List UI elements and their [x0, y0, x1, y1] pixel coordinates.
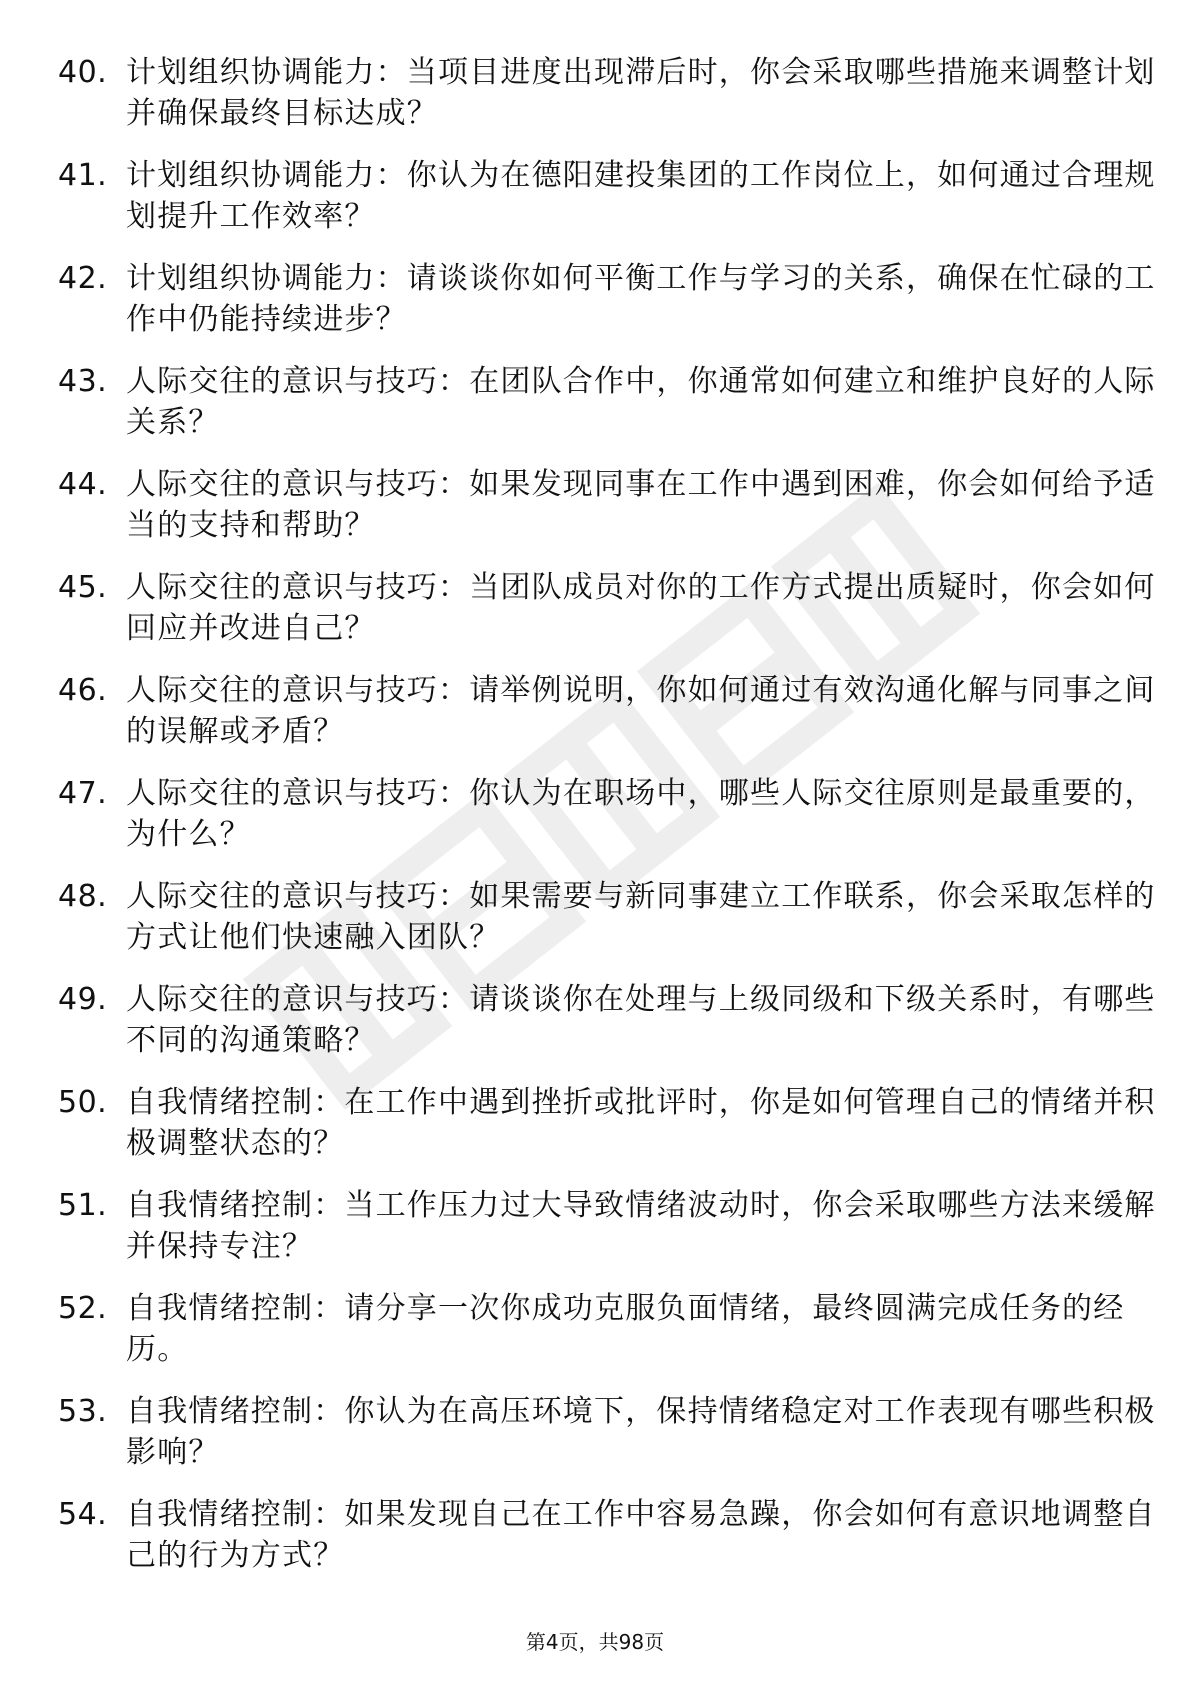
list-item	[58, 1494, 1156, 1597]
question-number: 41.	[58, 158, 108, 193]
question-number: 49.	[58, 982, 108, 1017]
question-text: 人际交往的意识与技巧：在团队合作中，你通常如何建立和维护良好的人际关系？	[126, 364, 1156, 440]
list-item	[58, 670, 1156, 773]
list-item	[58, 52, 1156, 155]
page-footer: 第4页，共98页	[525, 1630, 665, 1654]
question-number: 54.	[58, 1497, 108, 1532]
question-text: 计划组织协调能力：当项目进度出现滞后时，你会采取哪些措施来调整计划并确保最终目标达成？	[126, 55, 1156, 131]
question-number: 50.	[58, 1085, 108, 1120]
question-text: 人际交往的意识与技巧：请举例说明，你如何通过有效沟通化解与同事之间的误解或矛盾？	[126, 673, 1156, 749]
question-text: 人际交往的意识与技巧：如果发现同事在工作中遇到困难，你会如何给予适当的支持和帮助？	[126, 467, 1156, 543]
question-text: 自我情绪控制：如果发现自己在工作中容易急躁，你会如何有意识地调整自己的行为方式？	[126, 1497, 1156, 1573]
list-item	[58, 258, 1156, 361]
list-item	[58, 361, 1156, 464]
question-list	[58, 52, 1156, 1597]
question-text: 人际交往的意识与技巧：请谈谈你在处理与上级同级和下级关系时，有哪些不同的沟通策略？	[126, 982, 1156, 1058]
question-number: 45.	[58, 570, 108, 605]
question-text: 自我情绪控制：当工作压力过大导致情绪波动时，你会采取哪些方法来缓解并保持专注？	[126, 1188, 1156, 1264]
question-text: 人际交往的意识与技巧：你认为在职场中，哪些人际交往原则是最重要的，为什么？	[126, 776, 1156, 852]
question-text: 人际交往的意识与技巧：当团队成员对你的工作方式提出质疑时，你会如何回应并改进自己？	[126, 570, 1156, 646]
list-item	[58, 567, 1156, 670]
question-number: 52.	[58, 1291, 108, 1326]
list-item	[58, 979, 1156, 1082]
list-item	[58, 1288, 1138, 1391]
list-item	[58, 876, 1156, 979]
question-number: 48.	[58, 879, 108, 914]
question-number: 47.	[58, 776, 108, 811]
question-number: 51.	[58, 1188, 108, 1223]
list-item	[58, 464, 1156, 567]
list-item	[58, 1391, 1156, 1494]
list-item	[58, 1082, 1156, 1185]
list-item	[58, 155, 1156, 258]
question-number: 40.	[58, 55, 108, 90]
question-text: 计划组织协调能力：请谈谈你如何平衡工作与学习的关系，确保在忙碌的工作中仍能持续进步？	[126, 261, 1156, 337]
question-number: 53.	[58, 1394, 108, 1429]
question-text: 计划组织协调能力：你认为在德阳建投集团的工作岗位上，如何通过合理规划提升工作效率？	[126, 158, 1156, 234]
question-text: 自我情绪控制：请分享一次你成功克服负面情绪，最终圆满完成任务的经历。	[126, 1291, 1125, 1367]
question-number: 44.	[58, 467, 108, 502]
question-number: 42.	[58, 261, 108, 296]
list-item	[58, 1185, 1156, 1288]
question-text: 人际交往的意识与技巧：如果需要与新同事建立工作联系，你会采取怎样的方式让他们快速融入团队？	[126, 879, 1156, 955]
question-text: 自我情绪控制：你认为在高压环境下，保持情绪稳定对工作表现有哪些积极影响？	[126, 1394, 1156, 1470]
list-item	[58, 773, 1156, 876]
question-number: 43.	[58, 364, 108, 399]
question-text: 自我情绪控制：在工作中遇到挫折或批评时，你是如何管理自己的情绪并积极调整状态的？	[126, 1085, 1156, 1161]
question-number: 46.	[58, 673, 108, 708]
